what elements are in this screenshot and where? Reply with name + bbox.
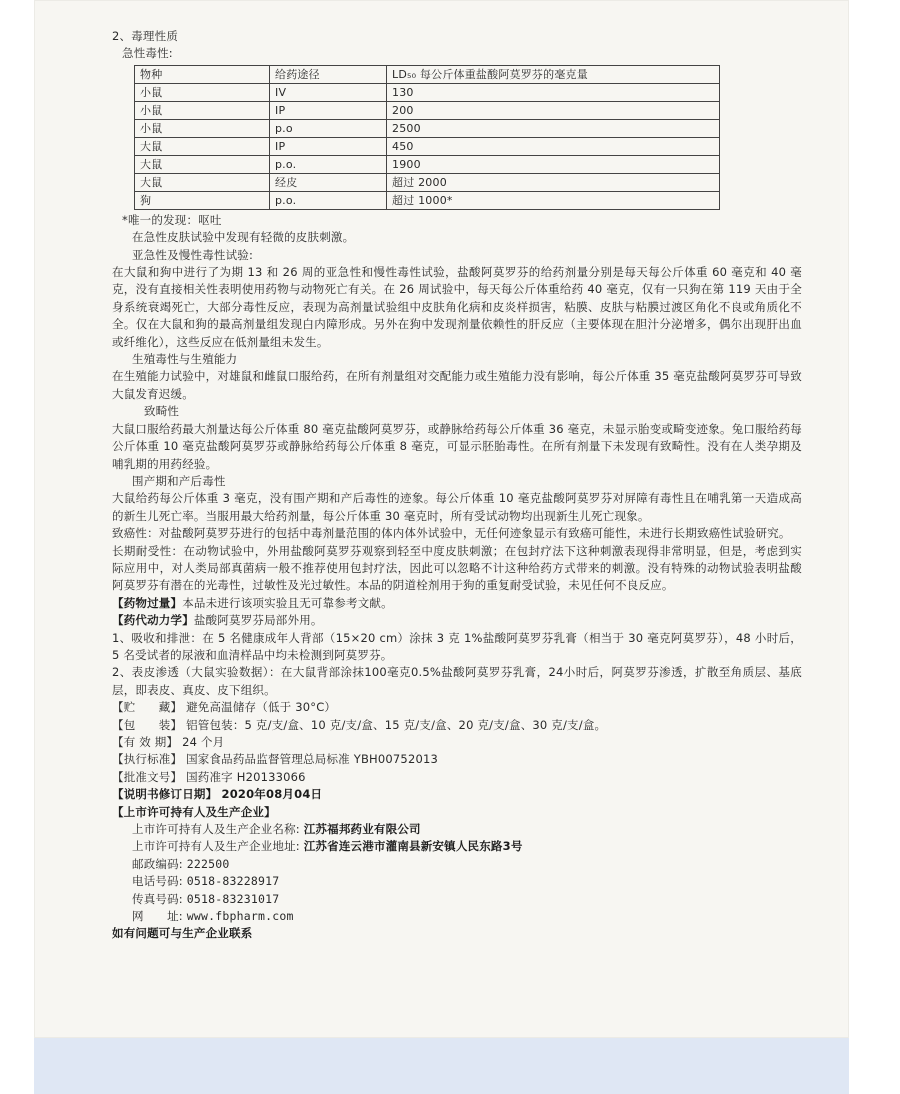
section-toxicology-heading: 2、毒理性质 (112, 29, 179, 43)
approval-row (112, 769, 802, 786)
table-row (135, 191, 720, 209)
table-cell: IP (270, 101, 387, 119)
table-row (135, 155, 720, 173)
table-cell: p.o (270, 119, 387, 137)
table-header-cell: LD₅₀ 每公斤体重盐酸阿莫罗芬的毫克量 (387, 65, 720, 83)
pharmacokinetics-text: 盐酸阿莫罗芬局部外用。 (193, 613, 323, 628)
approval-label: 【批准文号】 (112, 769, 183, 784)
perinatal-title: 围产期和产后毒性 (132, 473, 226, 488)
storage-text: 避免高温储存（低于 30°C） (186, 700, 337, 715)
pharmacokinetics-row (112, 612, 802, 629)
holder-name-label: 上市许可持有人及生产企业名称: (132, 822, 300, 837)
validity-row (112, 734, 802, 751)
phone-number: 0518-83228917 (186, 874, 280, 889)
table-cell: 小鼠 (135, 83, 270, 101)
table-cell: 超过 2000 (387, 173, 720, 191)
table-cell: 130 (387, 83, 720, 101)
table-cell: 大鼠 (135, 173, 270, 191)
website-url: www.fbpharm.com (186, 909, 294, 924)
table-footnote: *唯一的发现：呕吐 (122, 212, 222, 227)
holder-address-label: 上市许可持有人及生产企业地址: (132, 839, 300, 854)
website-label: 网 址: (132, 909, 183, 924)
pharmacokinetics-label: 【药代动力学】 (112, 613, 194, 628)
leaflet-content (112, 28, 802, 943)
table-row (135, 137, 720, 155)
holder-address: 江苏省连云港市灌南县新安镇人民东路3号 (303, 839, 523, 854)
table-row (135, 83, 720, 101)
package-label: 【包 装】 (112, 717, 183, 732)
validity-label: 【有 效 期】 (112, 735, 179, 749)
reproductive-text: 在生殖能力试验中，对雄鼠和雌鼠口服给药，在所有剂量组对交配能力或生殖能力没有影响，每公斤体重 35 毫克盐酸阿莫罗芬可导致大鼠发育迟缓。 (112, 369, 802, 401)
table-header-cell: 物种 (135, 65, 270, 83)
table-cell: IV (270, 83, 387, 101)
holder-name-row (112, 821, 802, 838)
table-header-row (135, 65, 720, 83)
package-text: 铝管包装：5 克/支/盒、10 克/支/盒、15 克/支/盒、20 克/支/盒、30 克/支/盒。 (186, 717, 607, 732)
overdose-label: 【药物过量】 (112, 595, 183, 610)
table-cell: 超过 1000* (387, 191, 720, 209)
table-cell: 450 (387, 137, 720, 155)
holder-name: 江苏福邦药业有限公司 (303, 822, 421, 837)
zip-row (112, 856, 802, 873)
standard-row (112, 751, 802, 768)
storage-label: 【贮 藏】 (112, 700, 183, 715)
table-row (135, 101, 720, 119)
table-cell: 经皮 (270, 173, 387, 191)
subacute-text: 在大鼠和狗中进行了为期 13 和 26 周的亚急性和慢性毒性试验，盐酸阿莫罗芬的给药剂量分别是每天每公斤体重 60 毫克和 40 毫克，没有直接相关性表明使用药物与动物死亡有关。在 26 周试验中，每天每公斤体重给药 40 毫克，仅有一只狗在第 119 天由于全身系统衰竭死亡，大部分毒性反应，表现为高剂量试验组中皮肤角化病和皮炎样损害，粘膜、皮肤与粘膜过渡区角化不良或角质化不全。仅在大鼠和狗的最高剂量组发现白内障形成。另外在狗中发现剂量依赖性的肝反应（主要体现在胆汁分泌增多，偶尔出现肝出血或纤维化），这些反应在低剂量组未发生。 (112, 265, 802, 349)
teratogenicity-title: 致畸性 (144, 404, 180, 419)
approval-text: 国药准字 H20133066 (186, 769, 306, 784)
table-cell: 2500 (387, 119, 720, 137)
phone-row (112, 873, 802, 890)
acute-toxicity-title: 急性毒性: (122, 46, 173, 61)
standard-text: 国家食品药品监督管理总局标准 YBH00752013 (186, 752, 439, 767)
table-row (135, 173, 720, 191)
fax-number: 0518-83231017 (186, 891, 280, 906)
table-cell: IP (270, 137, 387, 155)
perinatal-text: 大鼠给药每公斤体重 3 毫克，没有围产期和产后毒性的迹象。每公斤体重 10 毫克盐酸阿莫罗芬对屏障有毒性且在哺乳第一天造成高的新生儿死亡率。当服用最大给药剂量，每公斤体重 30 毫克时，所有受试动物均出现新生儿死亡现象。 (112, 491, 802, 523)
revision-date: 【说明书修订日期】 2020年08月04日 (112, 787, 323, 802)
table-cell: 小鼠 (135, 119, 270, 137)
table-header-cell: 给药途径 (270, 65, 387, 83)
long-term-tolerance-text: 长期耐受性：在动物试验中，外用盐酸阿莫罗芬观察到轻至中度皮肤刺激；在包封疗法下这种刺激表现得非常明显，但是，考虑到实际应用中，对人类局部真菌病一般不推荐使用包封疗法，因此可以忽略不计这种给药方式带来的刺激。没有特殊的动物试验表明盐酸阿莫罗芬有潜在的光毒性，过敏性及光过敏性。本品的阴道栓剂用于狗的重复耐受试验，未见任何不良反应。 (112, 543, 802, 593)
table-cell: 大鼠 (135, 137, 270, 155)
table-cell: 200 (387, 101, 720, 119)
table-cell: 小鼠 (135, 101, 270, 119)
teratogenicity-text: 大鼠口服给药最大剂量达每公斤体重 80 毫克盐酸阿莫罗芬，或静脉给药每公斤体重 36 毫克，未显示胎变或畸变迹象。兔口服给药每公斤体重 10 毫克盐酸阿莫罗芬或静脉给药每公斤体重 8 毫克，可显示胚胎毒性。在所有剂量下未发现有致畸性。没有在人类孕期及哺乳期的用药经验。 (112, 421, 802, 471)
package-row (112, 717, 802, 734)
subacute-title: 亚急性及慢性毒性试验: (132, 247, 254, 262)
holder-heading: 【上市许可持有人及生产企业】 (112, 804, 276, 819)
acute-skin-text: 在急性皮肤试验中发现有轻微的皮肤刺激。 (132, 230, 355, 245)
penetration-text: 2、表皮渗透（大鼠实验数据）：在大鼠背部涂抹100毫克0.5%盐酸阿莫罗芬乳膏，24小时后，阿莫罗芬渗透，扩散至角质层、基底层，即表皮、真皮、皮下组织。 (112, 665, 802, 697)
standard-label: 【执行标准】 (112, 752, 183, 767)
storage-row (112, 699, 802, 716)
zip-code: 222500 (186, 856, 230, 871)
website-row (112, 908, 802, 925)
table-cell: p.o. (270, 191, 387, 209)
validity-text: 24 个月 (182, 735, 225, 749)
fax-label: 传真号码: (132, 891, 183, 906)
zip-label: 邮政编码: (132, 856, 183, 871)
bottom-band (34, 1038, 849, 1094)
table-cell: 狗 (135, 191, 270, 209)
table-row (135, 119, 720, 137)
contact-note: 如有问题可与生产企业联系 (112, 926, 253, 941)
table-cell: 1900 (387, 155, 720, 173)
fax-row (112, 891, 802, 908)
ld50-table (134, 65, 720, 210)
phone-label: 电话号码: (132, 874, 183, 889)
holder-address-row (112, 838, 802, 855)
reproductive-title: 生殖毒性与生殖能力 (132, 352, 238, 367)
table-cell: p.o. (270, 155, 387, 173)
overdose-row (112, 595, 802, 612)
absorption-text: 1、吸收和排泄：在 5 名健康成年人背部（15×20 cm）涂抹 3 克 1%盐酸阿莫罗芬乳膏（相当于 30 毫克阿莫罗芬），48 小时后，5 名受试者的尿液和血清样品中均未检测到阿莫罗芬。 (112, 630, 802, 662)
carcinogenicity-text: 致癌性：对盐酸阿莫罗芬进行的包括中毒剂量范围的体内体外试验中，无任何迹象显示有致癌可能性，未进行长期致癌性试验研究。 (112, 526, 791, 541)
table-cell: 大鼠 (135, 155, 270, 173)
overdose-text: 本品未进行该项实验且无可靠参考文献。 (182, 595, 393, 610)
